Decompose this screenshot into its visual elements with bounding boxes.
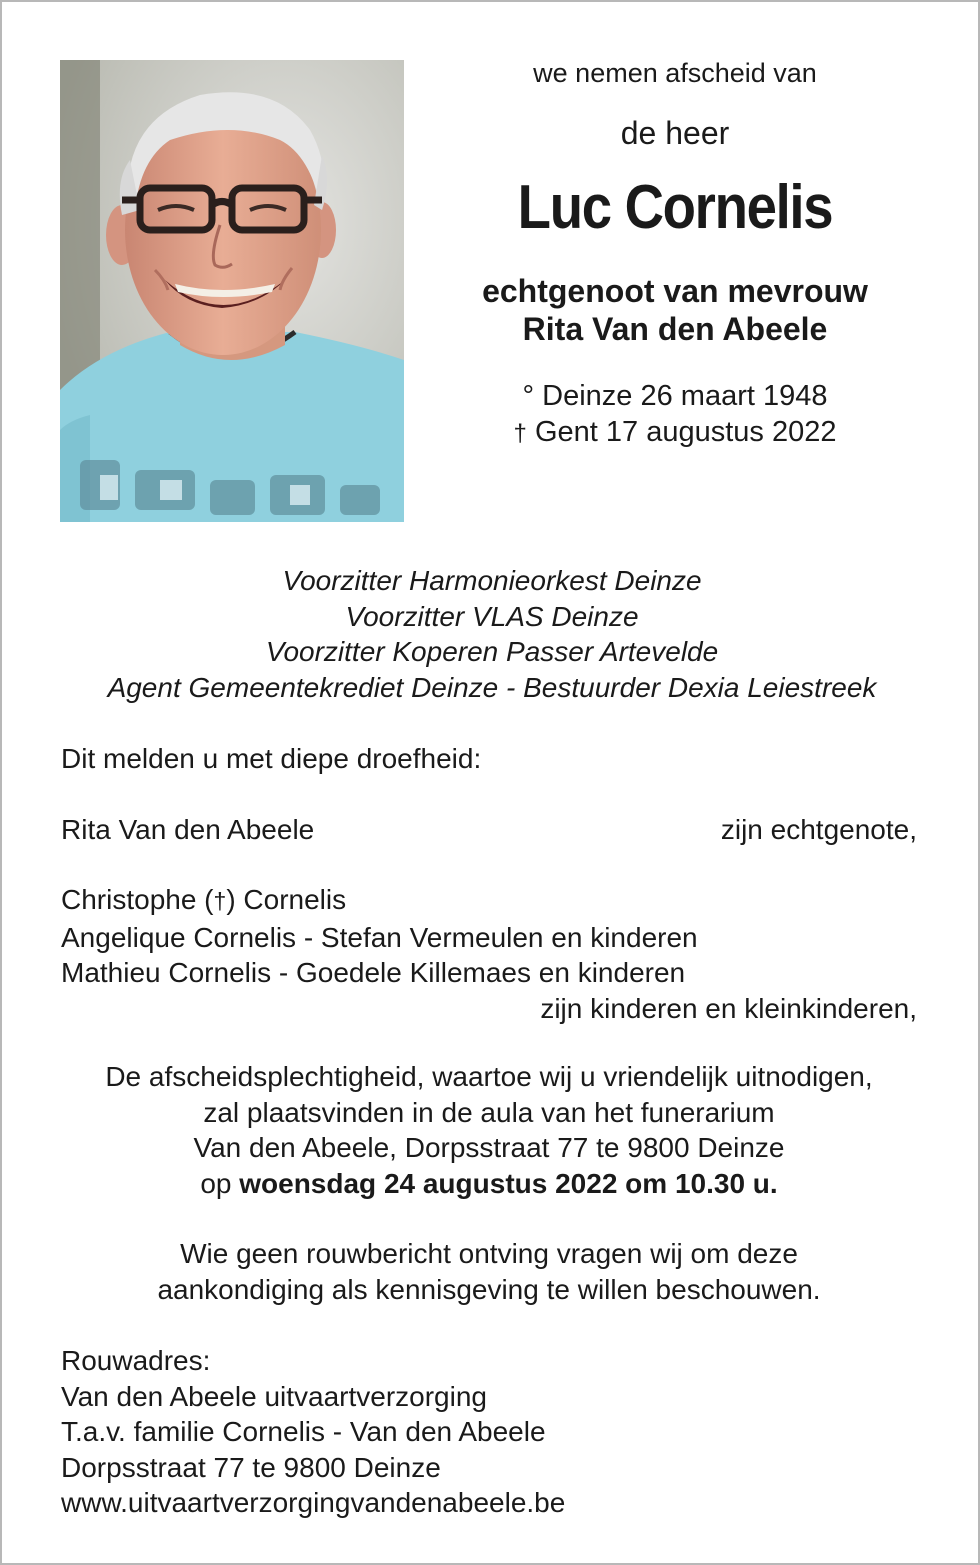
child-entry: Mathieu Cornelis - Goedele Killemaes en kinderen: [61, 957, 686, 988]
child-name-suffix: ) Cornelis: [226, 884, 347, 915]
notice-line: aankondiging als kennisgeving te willen beschouwen.: [157, 1273, 821, 1305]
header-block: [420, 54, 930, 452]
ceremony-block: [61, 1059, 917, 1201]
cross-icon: †: [213, 888, 227, 914]
roles-list: [42, 563, 942, 705]
children-relation: zijn kinderen en kleinkinderen,: [540, 992, 917, 1024]
address-label: Rouwadres:: [61, 1345, 211, 1376]
role-item: Voorzitter VLAS Deinze: [345, 600, 639, 632]
notice-line: Wie geen rouwbericht ontving vragen wij om deze: [180, 1238, 798, 1269]
deceased-name: Luc Cornelis: [517, 173, 833, 242]
spouse-block: [420, 272, 930, 348]
spouse-line-1: echtgenoot van mevrouw: [482, 273, 868, 309]
ceremony-date: woensdag 24 augustus 2022 om 10.30 u.: [239, 1167, 778, 1199]
role-item: Agent Gemeentekrediet Deinze - Bestuurder Dexia Leiestreek: [107, 671, 877, 703]
child-entry: [61, 882, 917, 920]
announcement: [61, 741, 917, 777]
ceremony-line: Van den Abeele, Dorpsstraat 77 te 9800 Deinze: [193, 1132, 785, 1163]
spouse-entry-relation: zijn echtgenote,: [720, 814, 917, 845]
spouse-entry-name: Rita Van den Abeele: [61, 814, 315, 845]
ceremony-line: zal plaatsvinden in de aula van het funerarium: [203, 1096, 775, 1128]
ceremony-date-line: [61, 1166, 917, 1202]
address-line: Dorpsstraat 77 te 9800 Deinze: [61, 1451, 441, 1483]
portrait-photo: [60, 60, 404, 522]
spouse-line-2: Rita Van den Abeele: [522, 311, 828, 347]
child-entry: Angelique Cornelis - Stefan Vermeulen en kinderen: [61, 921, 698, 953]
cross-icon: †: [513, 420, 527, 447]
child-name-prefix: Christophe (: [61, 884, 214, 915]
intro-text: we nemen afscheid van: [533, 58, 817, 88]
website-link[interactable]: www.uitvaartverzorgingvandenabeele.be: [61, 1487, 566, 1518]
address-line: Van den Abeele uitvaartverzorging: [61, 1380, 487, 1412]
birth-date: ° Deinze 26 maart 1948: [522, 380, 828, 412]
children-block: [61, 882, 917, 1026]
death-text: Gent 17 augustus 2022: [526, 416, 837, 448]
spouse-entry: [61, 812, 917, 848]
role-item: Voorzitter Harmonieorkest Deinze: [282, 565, 702, 596]
announcement-text: Dit melden u met diepe droefheid:: [61, 743, 482, 774]
notice-block: [61, 1236, 917, 1307]
ceremony-date-prefix: op: [200, 1167, 240, 1199]
title-prefix: de heer: [620, 115, 730, 151]
address-block: [61, 1343, 917, 1521]
portrait-illustration: [60, 60, 404, 522]
dates-block: [420, 378, 930, 452]
role-item: Voorzitter Koperen Passer Artevelde: [265, 636, 719, 667]
address-line: T.a.v. familie Cornelis - Van den Abeele: [61, 1416, 546, 1447]
ceremony-line: De afscheidsplechtigheid, waartoe wij u vriendelijk uitnodigen,: [105, 1061, 873, 1092]
death-date: [420, 414, 930, 452]
